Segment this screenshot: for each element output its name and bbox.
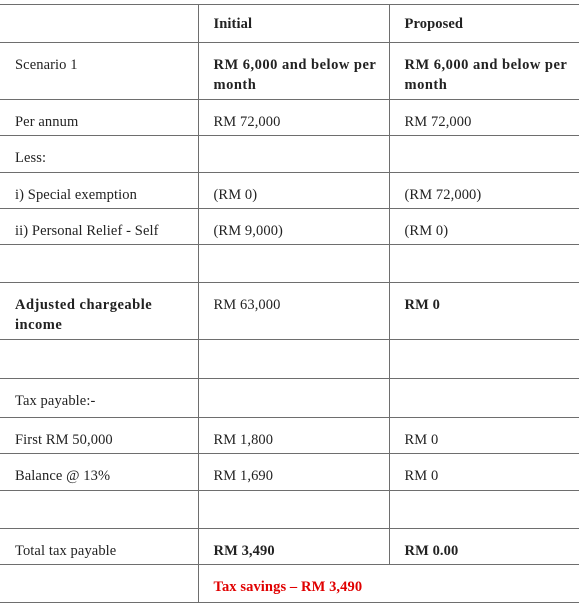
proposed-value: (RM 0) <box>389 209 579 245</box>
table-row-scenario <box>0 43 579 100</box>
proposed-value: RM 72,000 <box>389 100 579 136</box>
proposed-value: RM 0 <box>389 283 579 340</box>
proposed-value: RM 0.00 <box>389 529 579 565</box>
table-row-balance <box>0 454 579 491</box>
initial-value: RM 6,000 and below per month <box>198 43 389 100</box>
row-label: First RM 50,000 <box>0 418 198 454</box>
initial-value: RM 1,800 <box>198 418 389 454</box>
proposed-value <box>389 340 579 379</box>
proposed-value: RM 0 <box>389 454 579 491</box>
proposed-value: (RM 72,000) <box>389 173 579 209</box>
table-row-empty <box>0 245 579 283</box>
row-label: Less: <box>0 136 198 173</box>
row-label: Scenario 1 <box>0 43 198 100</box>
row-label: i) Special exemption <box>0 173 198 209</box>
initial-value <box>198 491 389 529</box>
row-label <box>0 565 198 603</box>
initial-value <box>198 136 389 173</box>
initial-value: RM 3,490 <box>198 529 389 565</box>
header-initial: Initial <box>198 5 389 43</box>
proposed-value <box>389 136 579 173</box>
proposed-value <box>389 491 579 529</box>
initial-value: RM 1,690 <box>198 454 389 491</box>
table-row-tax-payable <box>0 379 579 418</box>
table-row-empty <box>0 491 579 529</box>
initial-value: (RM 0) <box>198 173 389 209</box>
initial-value <box>198 245 389 283</box>
row-label: Adjusted chargeable income <box>0 283 198 340</box>
tax-savings-text: Tax savings – RM 3,490 <box>198 565 579 603</box>
row-label: Tax payable:- <box>0 379 198 418</box>
table-row-total <box>0 529 579 565</box>
table-row-less <box>0 136 579 173</box>
table-row-empty <box>0 340 579 379</box>
row-label <box>0 340 198 379</box>
table-row-per-annum <box>0 100 579 136</box>
row-label: Per annum <box>0 100 198 136</box>
initial-value: (RM 9,000) <box>198 209 389 245</box>
initial-value <box>198 340 389 379</box>
row-label: ii) Personal Relief - Self <box>0 209 198 245</box>
table-row-personal-relief <box>0 209 579 245</box>
row-label: Balance @ 13% <box>0 454 198 491</box>
proposed-value <box>389 245 579 283</box>
table-row-first-bracket <box>0 418 579 454</box>
row-label: Total tax payable <box>0 529 198 565</box>
tax-comparison-table <box>0 4 579 603</box>
header-row <box>0 5 579 43</box>
table-row-adjusted-income <box>0 283 579 340</box>
row-label <box>0 245 198 283</box>
initial-value: RM 72,000 <box>198 100 389 136</box>
header-blank-cell <box>0 5 198 43</box>
initial-value: RM 63,000 <box>198 283 389 340</box>
proposed-value <box>389 379 579 418</box>
initial-value <box>198 379 389 418</box>
table-row-savings <box>0 565 579 603</box>
row-label <box>0 491 198 529</box>
table-row-special-exemption <box>0 173 579 209</box>
proposed-value: RM 6,000 and below per month <box>389 43 579 100</box>
proposed-value: RM 0 <box>389 418 579 454</box>
header-proposed: Proposed <box>389 5 579 43</box>
